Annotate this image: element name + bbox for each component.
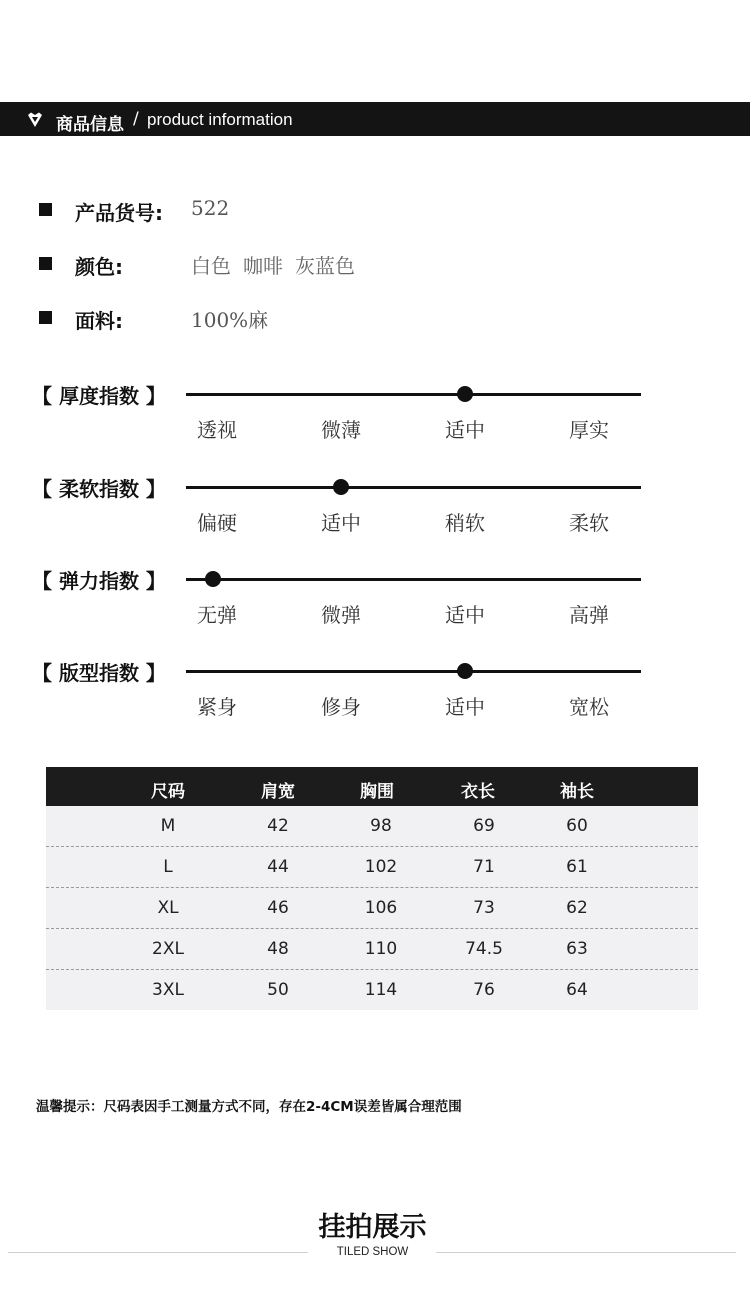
square-bullet-icon (39, 257, 52, 270)
info-fabric (0, 303, 750, 333)
scale-option: 适中 (321, 511, 361, 535)
banner-title-cn: 商品信息 (56, 115, 124, 135)
table-row (46, 929, 698, 970)
table-cell: 106 (364, 898, 398, 918)
scale-option: 偏硬 (197, 511, 237, 535)
table-row (46, 888, 698, 929)
index-scale (0, 473, 750, 543)
index-label: 【 柔软指数 】 (32, 477, 166, 501)
scale-marker (457, 663, 473, 679)
scale-option: 适中 (445, 695, 485, 719)
index-label: 【 厚度指数 】 (32, 384, 166, 408)
table-cell: 61 (566, 857, 588, 877)
table-cell: 74.5 (465, 939, 503, 959)
color-option: 灰蓝色 (295, 254, 355, 278)
table-row (46, 847, 698, 888)
info-value: 522 (191, 196, 230, 220)
table-cell: XL (157, 898, 179, 918)
info-value: 100%麻 (191, 308, 269, 332)
info-label: 颜色: (75, 255, 123, 279)
square-bullet-icon (39, 311, 52, 324)
table-cell: 2XL (152, 939, 184, 959)
scale-marker (333, 479, 349, 495)
table-cell: 42 (267, 816, 289, 836)
size-table (46, 767, 698, 1010)
table-cell: 3XL (152, 980, 184, 1000)
scale-option: 柔软 (569, 511, 609, 535)
info-value (191, 250, 367, 279)
table-cell: 98 (370, 816, 392, 836)
index-label: 【 弹力指数 】 (32, 569, 166, 593)
scale-track (186, 670, 641, 673)
table-header-cell: 胸围 (360, 782, 394, 802)
scale-option: 无弹 (197, 603, 237, 627)
table-cell: 62 (566, 898, 588, 918)
scale-marker (457, 386, 473, 402)
banner-title-en: product information (147, 110, 293, 129)
table-cell: 69 (473, 816, 495, 836)
color-option: 白色 (191, 254, 231, 278)
table-cell: 50 (267, 980, 289, 1000)
section-banner (0, 102, 750, 136)
table-row (46, 806, 698, 847)
color-option: 咖啡 (243, 254, 283, 278)
info-label: 面料: (75, 309, 123, 333)
table-header (46, 767, 698, 806)
table-cell: 73 (473, 898, 495, 918)
scale-option: 微薄 (321, 418, 361, 442)
table-header-cell: 肩宽 (261, 782, 295, 802)
table-header-cell: 衣长 (461, 782, 495, 802)
scale-option: 厚实 (569, 418, 609, 442)
index-scale (0, 380, 750, 450)
square-bullet-icon (39, 203, 52, 216)
size-tip: 温馨提示：尺码表因手工测量方式不同，存在2-4CM误差皆属合理范围 (36, 1099, 462, 1115)
table-cell: 76 (473, 980, 495, 1000)
heart-icon (26, 111, 44, 129)
table-cell: 44 (267, 857, 289, 877)
table-cell: 71 (473, 857, 495, 877)
index-scale (0, 657, 750, 727)
table-cell: 102 (364, 857, 398, 877)
table-cell: 114 (364, 980, 398, 1000)
scale-option: 微弹 (321, 603, 361, 627)
info-item-number (0, 195, 750, 225)
table-cell: 110 (364, 939, 398, 959)
scale-option: 紧身 (197, 695, 237, 719)
scale-option: 宽松 (569, 695, 609, 719)
scale-option: 高弹 (569, 603, 609, 627)
table-cell: 46 (267, 898, 289, 918)
banner-separator: / (133, 109, 139, 129)
index-scale (0, 565, 750, 635)
section-title: 挂拍展示 (318, 1212, 427, 1243)
table-cell: M (160, 816, 176, 836)
scale-track (186, 578, 641, 581)
section-subtitle: TILED SHOW (336, 1246, 409, 1258)
index-label: 【 版型指数 】 (32, 661, 166, 685)
scale-option: 适中 (445, 418, 485, 442)
table-cell: 48 (267, 939, 289, 959)
info-color (0, 249, 750, 279)
scale-marker (205, 571, 221, 587)
scale-option: 透视 (197, 418, 237, 442)
scale-option: 修身 (321, 695, 361, 719)
table-header-cell: 袖长 (560, 782, 594, 802)
info-label: 产品货号: (75, 201, 163, 225)
table-row (46, 970, 698, 1010)
table-cell: L (163, 857, 173, 877)
scale-track (186, 393, 641, 396)
scale-option: 适中 (445, 603, 485, 627)
scale-option: 稍软 (445, 511, 485, 535)
table-header-cell: 尺码 (151, 782, 185, 802)
table-cell: 64 (566, 980, 588, 1000)
table-cell: 63 (566, 939, 588, 959)
scale-track (186, 486, 641, 489)
table-cell: 60 (566, 816, 588, 836)
